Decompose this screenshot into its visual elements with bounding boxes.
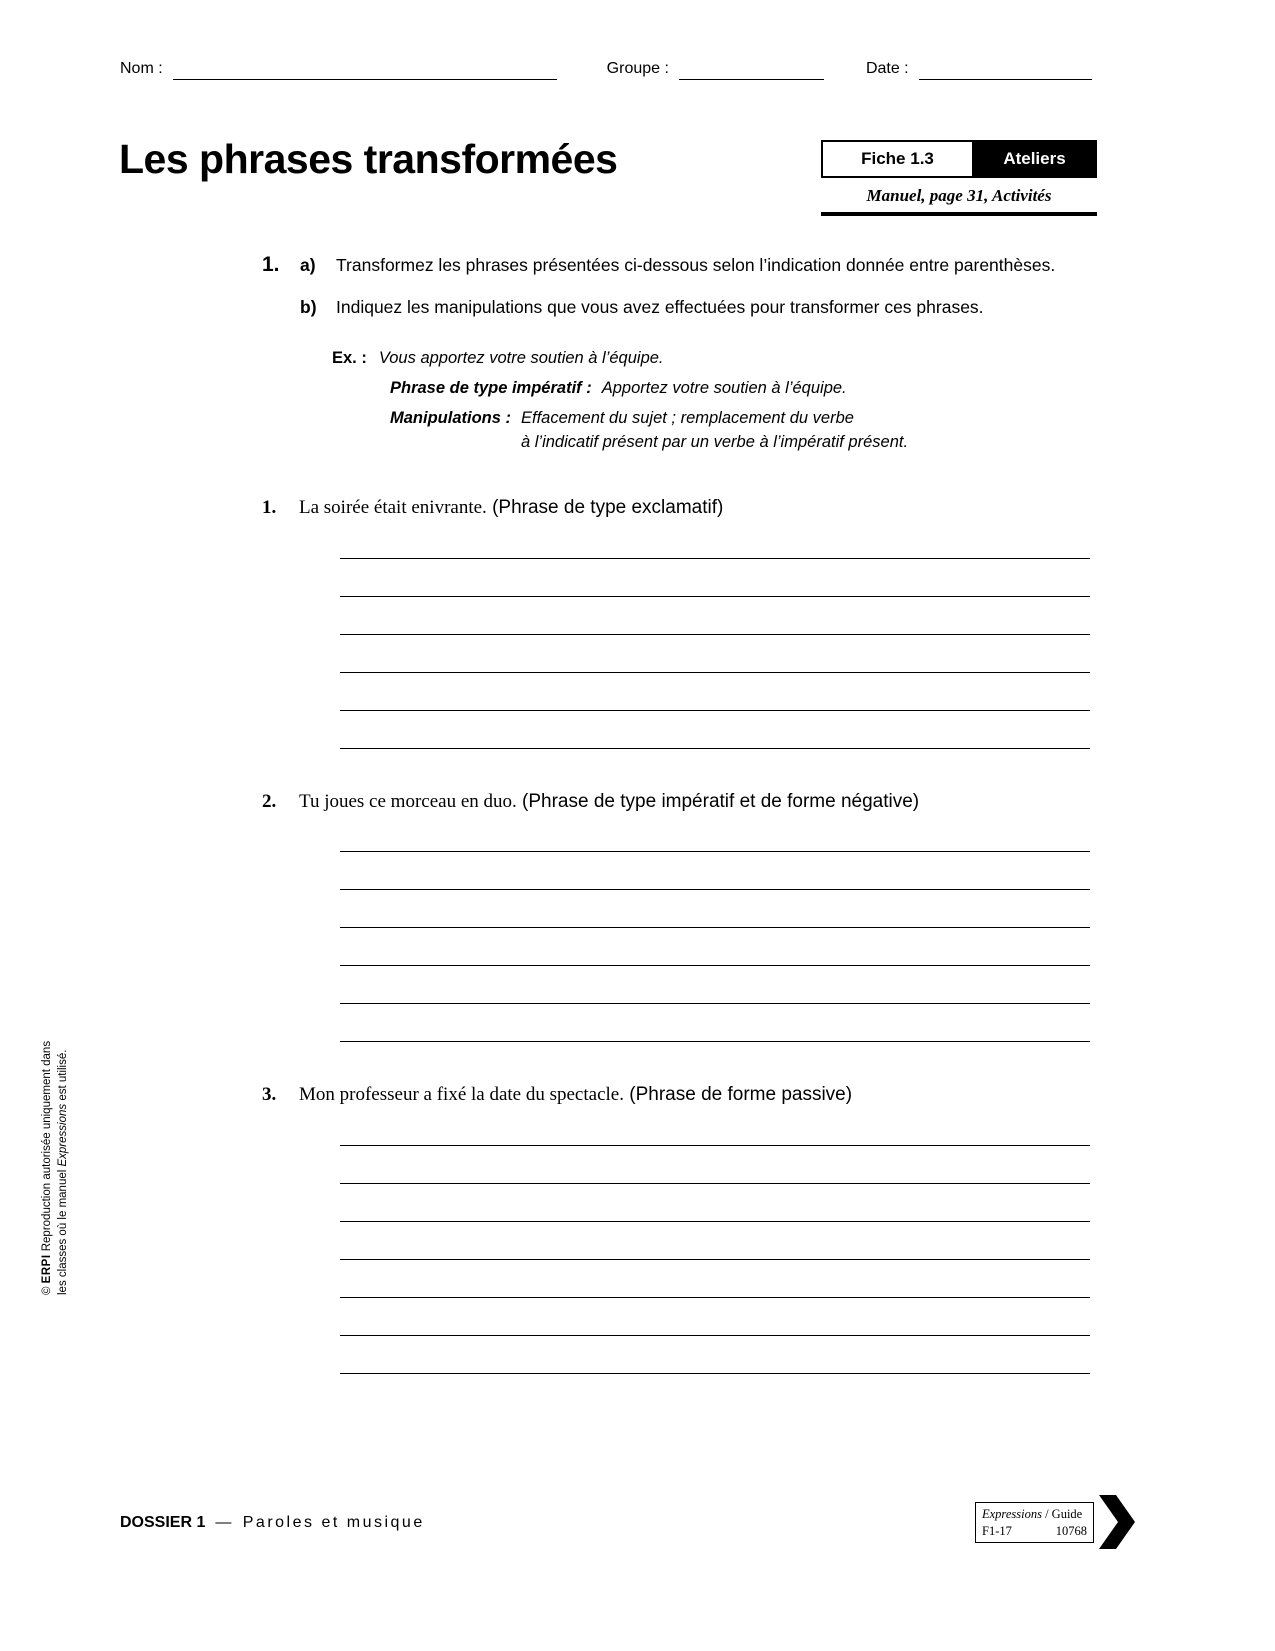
instruction-b [262,294,1095,320]
manipulations-label: Manipulations : [390,409,511,428]
exercise-3-text [299,1082,1095,1108]
fiche-box [821,140,1097,216]
guide-reference-title: Expressions [982,1507,1042,1521]
exercise-2-answer-area [340,814,1090,1042]
doc-code: 10768 [1055,1523,1087,1538]
manipulations-line-2: à l’indicatif présent par un verbe à l’impératif présent. [521,433,909,452]
exercise-1-answer-area [340,521,1090,749]
footer-codes [982,1523,1087,1540]
answer-line [340,1222,1090,1260]
answer-line [340,597,1090,635]
footer-reference-box [975,1502,1094,1543]
exercise-3-instruction: (Phrase de forme passive) [629,1084,853,1106]
fiche-divider-bar [821,212,1097,216]
copyright-line-1 [40,983,56,1295]
exercise-2-text [299,789,1095,815]
instruction-a-text: Transformez les phrases présentées ci-dessous selon l’indication donnée entre parenthèses. [336,255,1056,275]
instruction-a-label: a) [300,255,316,275]
exercise-2-number: 2. [262,790,277,812]
fiche-number: Fiche 1.3 [821,140,974,178]
answer-line [340,966,1090,1004]
chevron-icon [1099,1495,1135,1554]
instruction-b-label: b) [300,297,317,318]
nom-blank-line [173,58,557,80]
example-block [332,347,1095,456]
guide-reference [982,1506,1087,1523]
example-details [390,377,1095,455]
example-sentence-row [332,347,1095,371]
identity-header [120,58,1092,80]
answer-line [340,1298,1090,1336]
instruction-a [262,252,1095,278]
exercise-3-number: 3. [262,1084,277,1106]
exercise-3-answer-area [340,1108,1090,1374]
copyright-book-title: Expressions [56,1103,69,1167]
exercise-1 [262,495,1095,749]
manipulations-line-1: Effacement du sujet ; remplacement du verbe [521,409,854,428]
exercise-1-number: 1. [262,497,277,519]
answer-line [340,1108,1090,1146]
answer-line [340,1146,1090,1184]
date-blank-line [919,58,1092,80]
guide-reference-rest: / Guide [1041,1507,1083,1521]
fiche-category-badge: Ateliers [974,140,1097,178]
copyright-text-1: Reproduction autorisée uniquement dans [41,1040,53,1252]
footer-dossier [120,1514,425,1532]
answer-line [340,814,1090,852]
groupe-blank-line [679,58,824,80]
example-imperative-row [390,377,1095,401]
instruction-main-number: 1. [262,253,280,276]
answer-line [340,1184,1090,1222]
answer-line [340,1004,1090,1042]
copyright-text-2: les classes où le manuel [56,1166,69,1295]
dossier-separator: — [215,1514,234,1531]
manual-reference: Manuel, page 31, Activités [866,186,1052,205]
exercise-2-instruction: (Phrase de type impératif et de forme négative) [522,790,920,812]
exercise-1-instruction: (Phrase de type exclamatif) [492,497,724,519]
exercise-1-text [299,495,1095,521]
exercise-1-heading [262,495,1095,521]
example-manipulations-row [390,407,1095,455]
answer-line [340,890,1090,928]
copyright-text-3: est utilisé. [56,1049,69,1104]
dossier-label: DOSSIER 1 [120,1514,206,1531]
answer-line [340,711,1090,749]
page-title: Les phrases transformées [119,136,618,182]
answer-line [340,635,1090,673]
exercise-3 [262,1082,1095,1374]
imperative-text: Apportez votre soutien à l’équipe. [601,379,847,398]
nom-label: Nom : [120,60,163,77]
answer-line [340,852,1090,890]
example-sentence: Vous apportez votre soutien à l’équipe. [378,348,664,367]
main-content [262,252,1095,1374]
dossier-title: Paroles et musique [242,1514,425,1531]
copyright-sidebar [40,983,71,1295]
date-label: Date : [865,60,909,77]
fiche-top-row [821,140,1097,178]
answer-line [340,1260,1090,1298]
instruction-b-text: Indiquez les manipulations que vous avez effectuées pour transformer ces phrases. [336,297,984,318]
imperative-label: Phrase de type impératif : [390,379,592,398]
answer-line [340,521,1090,559]
answer-line [340,559,1090,597]
copyright-line-2 [56,983,72,1295]
copyright-symbol: © [41,1286,53,1295]
groupe-label: Groupe : [606,60,669,77]
exercise-2 [262,789,1095,1043]
fiche-code: F1-17 [982,1523,1012,1538]
exercise-2-sentence: Tu joues ce morceau en duo. [299,790,517,812]
answer-line [340,1336,1090,1374]
exercise-1-sentence: La soirée était enivrante. [299,497,487,519]
answer-line [340,673,1090,711]
exercise-3-heading [262,1082,1095,1108]
answer-line [340,928,1090,966]
manipulations-text [521,407,1095,455]
exercise-2-heading [262,789,1095,815]
exercise-3-sentence: Mon professeur a fixé la date du spectacle. [299,1084,624,1106]
example-label: Ex. : [332,348,367,367]
publisher-logo: ERPI [41,1254,53,1284]
